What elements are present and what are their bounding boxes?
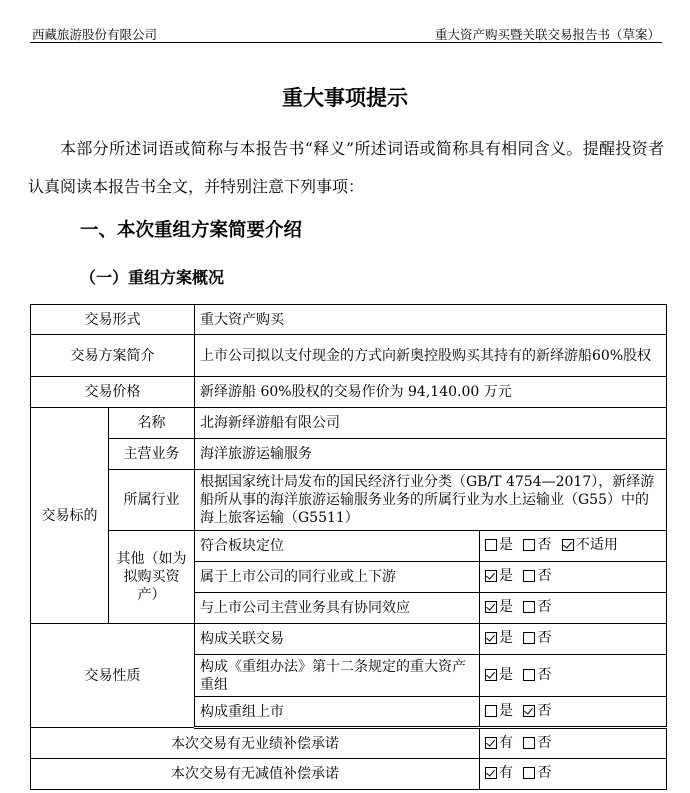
table-label: 交易性质 — [31, 624, 195, 728]
option-label: 是 — [499, 666, 513, 683]
checkbox-perf-comp-none[interactable] — [523, 737, 535, 749]
checkbox-group-same-industry — [480, 562, 667, 593]
checkbox-related-yes[interactable] — [485, 632, 497, 644]
option-label: 是 — [499, 599, 513, 615]
option-label: 是 — [499, 537, 513, 553]
table-value: 根据国家统计局发布的国民经济行业分类（GB/T 4754—2017），新绎游船所从事的海洋旅游运输服务业务的所属行业为水上运输业（G55）中的海上旅客运输（G5511） — [195, 470, 667, 531]
checkbox-group-major — [480, 655, 667, 697]
table-value: 新绎游船 60%股权的交易作价为 94,140.00 万元 — [195, 377, 667, 408]
subsection-heading: （一）重组方案概况 — [80, 268, 225, 287]
page-title: 重大事项提示 — [282, 86, 408, 110]
checkbox-relisting-no[interactable] — [523, 705, 535, 717]
table-label: 交易价格 — [31, 377, 195, 408]
checkbox-group-synergy — [480, 593, 667, 624]
table-value: 海洋旅游运输服务 — [195, 439, 667, 470]
option-label: 是 — [499, 702, 513, 719]
table-label: 名称 — [109, 408, 195, 439]
table-label: 交易形式 — [31, 305, 195, 335]
checkbox-synergy-no[interactable] — [523, 601, 535, 613]
running-header — [30, 22, 662, 43]
table-value: 重大资产购买 — [195, 305, 667, 335]
option-label: 否 — [537, 734, 552, 751]
option-label: 有 — [499, 734, 513, 751]
checkbox-board-no[interactable] — [523, 539, 535, 551]
checkbox-board-na[interactable] — [562, 539, 574, 551]
table-value: 北海新绎游船有限公司 — [195, 408, 667, 439]
option-label: 否 — [537, 765, 552, 781]
checkbox-group-impair-comp — [480, 759, 667, 790]
checkbox-related-no[interactable] — [523, 632, 535, 644]
table-label: 构成《重组办法》第十二条规定的重大资产重组 — [195, 655, 480, 697]
table-label: 本次交易有无减值补偿承诺 — [31, 759, 480, 790]
option-label: 不适用 — [575, 537, 618, 553]
checkbox-group-relisting — [480, 697, 667, 728]
checkbox-perf-comp-have[interactable] — [485, 737, 497, 749]
option-label: 否 — [537, 537, 552, 553]
table-label: 交易方案简介 — [31, 335, 195, 377]
table-label: 所属行业 — [109, 470, 195, 531]
table-label: 主营业务 — [109, 439, 195, 470]
restructuring-summary-table — [30, 304, 667, 790]
option-label: 否 — [537, 666, 552, 683]
intro-paragraph: 本部分所述词语或简称与本报告书“释义”所述词语或简称具有相同含义。提醒投资者认真阅读本报告书全文，并特别注意下列事项： — [28, 139, 664, 196]
checkbox-relisting-yes[interactable] — [485, 705, 497, 717]
checkbox-major-yes[interactable] — [485, 669, 497, 681]
checkbox-impair-comp-have[interactable] — [485, 767, 497, 779]
header-company: 西藏旅游股份有限公司 — [32, 27, 158, 42]
option-label: 否 — [537, 630, 552, 646]
option-label: 是 — [499, 630, 513, 646]
checkbox-group-related — [480, 624, 667, 655]
table-label: 与上市公司主营业务具有协同效应 — [195, 593, 480, 624]
table-label: 属于上市公司的同行业或上下游 — [195, 562, 480, 593]
checkbox-group-board — [480, 531, 667, 562]
checkbox-same-industry-yes[interactable] — [485, 570, 497, 582]
option-label: 否 — [537, 568, 552, 584]
checkbox-group-perf-comp — [480, 728, 667, 759]
checkbox-major-no[interactable] — [523, 669, 535, 681]
table-label: 构成重组上市 — [195, 697, 480, 728]
table-label: 符合板块定位 — [195, 531, 480, 562]
option-label: 是 — [499, 568, 513, 584]
header-doc-title: 重大资产购买暨关联交易报告书（草案） — [434, 27, 660, 42]
checkbox-impair-comp-none[interactable] — [523, 767, 535, 779]
option-label: 否 — [537, 702, 552, 719]
table-label: 本次交易有无业绩补偿承诺 — [31, 728, 480, 759]
checkbox-board-yes[interactable] — [485, 539, 497, 551]
table-label: 其他（如为拟购买资产） — [109, 531, 195, 624]
table-label: 构成关联交易 — [195, 624, 480, 655]
checkbox-synergy-yes[interactable] — [485, 601, 497, 613]
checkbox-same-industry-no[interactable] — [523, 570, 535, 582]
section-heading: 一、本次重组方案简要介绍 — [80, 220, 303, 241]
table-value: 上市公司拟以支付现金的方式向新奥控股购买其持有的新绎游船60%股权 — [195, 335, 667, 377]
table-label: 交易标的 — [31, 408, 109, 624]
option-label: 有 — [499, 765, 513, 781]
option-label: 否 — [537, 599, 552, 615]
